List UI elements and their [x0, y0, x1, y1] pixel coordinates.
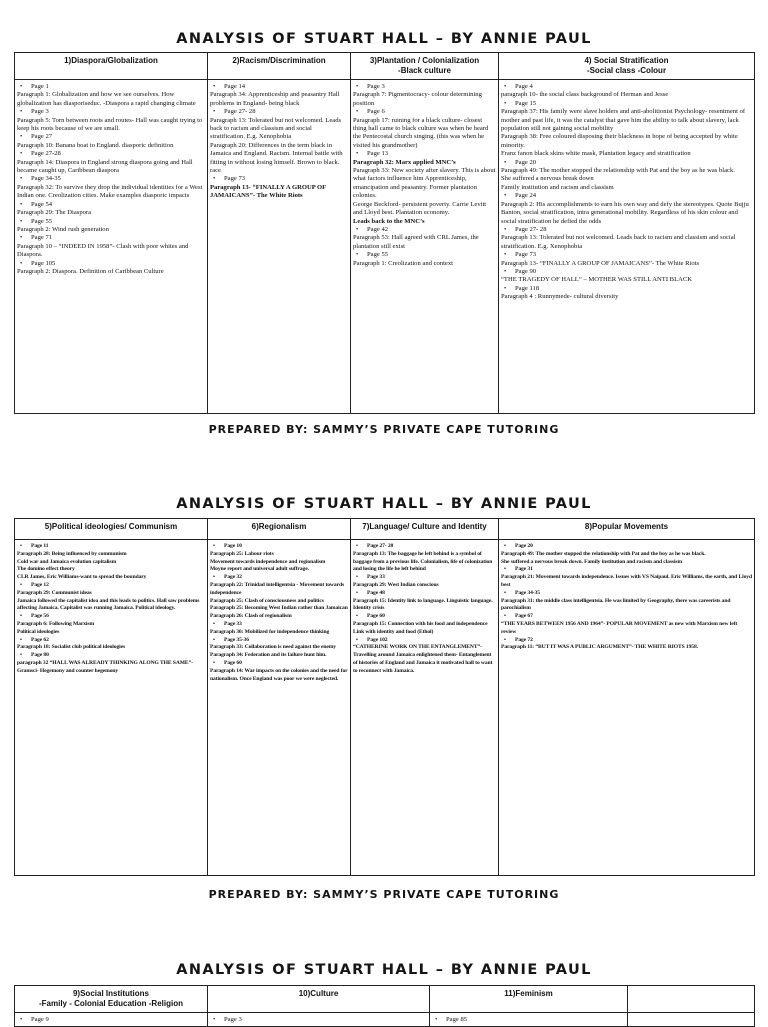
column-header-line: 4) Social Stratification [584, 56, 669, 65]
paragraph-note: Paragraph 14: Diaspora in England strong diaspora going and Hall became caught up, Caribbean diaspora [17, 158, 193, 175]
page-bullet [353, 574, 496, 582]
page-number: Page 54 [31, 200, 53, 208]
paragraph-note: The domino effect theory [17, 566, 75, 573]
cell-content [17, 540, 205, 676]
page-bullet [353, 150, 496, 158]
paragraph-note: Paragraph 13: The baggage he left behind is a symbol of baggage from a previous life. Colonialism, life of colonization and losing the life he left behind [353, 550, 493, 573]
page-bullet [17, 543, 205, 551]
paragraph-note: Paragraph 5: Torn between roots and routes- Hall was caught trying to keep his roots because of we are small. [17, 116, 203, 133]
paragraph-note: Paragraph 22: Trinidad intelligentsia - Movement towards independence [210, 581, 345, 596]
table-1 [14, 52, 755, 414]
page-number: Page 85 [446, 1016, 468, 1023]
page-bullet [501, 192, 752, 200]
column-header [15, 53, 208, 80]
paragraph-note: Moyne report and universal adult suffrage. [210, 566, 309, 573]
page-number: Page 73 [515, 251, 537, 259]
page-number: Page 60 [224, 659, 242, 666]
column-header [351, 53, 499, 80]
page-number: Page 105 [31, 259, 56, 267]
page-number: Page 73 [224, 175, 246, 183]
paragraph-note: Paragraph 30: Mobilized for independence thinking [210, 628, 330, 635]
page-bullet [17, 613, 205, 621]
paragraph-note: Paragraph 13: Tolerated but not welcomed. Leads back to racism and classism and social stratification. E.g. Xenophobia [501, 234, 736, 250]
column-cell [499, 540, 755, 876]
page-number: Page 15 [515, 99, 537, 107]
table-body-row [15, 540, 755, 876]
page-bullet [210, 175, 348, 183]
page-bullet [210, 83, 348, 91]
cell-content [630, 1013, 752, 1016]
page-bullet [210, 574, 348, 582]
page-number: Page 24 [515, 192, 537, 200]
page-number: Page 1 [31, 83, 49, 90]
paragraph-note: Paragraph 10: Banana boat to England. diasporic definition [17, 141, 174, 149]
column-cell [499, 80, 755, 414]
page-bullet [210, 1016, 427, 1024]
page-bullet [501, 226, 752, 234]
column-header [208, 53, 351, 80]
column-header-line: -Black culture [398, 66, 451, 75]
page-number: Page 102 [367, 636, 388, 643]
page-number: Page 55 [31, 217, 53, 225]
column-cell [208, 1013, 430, 1027]
cell-content [210, 1013, 427, 1024]
paragraph-note: Paragraph 25: Labour riots [210, 550, 274, 557]
page-bullet [353, 83, 496, 91]
cell-content [17, 80, 205, 276]
page-bullet [210, 621, 348, 629]
paragraph-note: Paragraph 2: Wind rush generation [17, 225, 109, 233]
paragraph-note: Paragraph 18: Socialist club political ideologies [17, 644, 126, 651]
paragraph-note: Paragraph 49: The mother stopped the relationship with Pat and the boy as he was black. [501, 550, 706, 557]
page-number: Page 90 [515, 267, 537, 275]
paragraph-note: Paragraph 31: the middle class intelligentsia. He was limited by Geography, there was careerists and parochialism [501, 597, 731, 612]
column-cell [208, 80, 351, 414]
paragraph-note: Movement towards independence and regionalism [210, 558, 326, 565]
page-bullet [501, 251, 752, 259]
paragraph-note: Franz fanon black skins white mask, Plantation legacy and stratification [501, 150, 691, 158]
column-header [208, 519, 351, 540]
page-bullet [353, 590, 496, 598]
page-bullet [17, 133, 205, 141]
page-bullet [17, 234, 205, 242]
page-number: Page 4 [515, 83, 533, 90]
paragraph-note: “CATHERINE WORK ON THE ENTANGLEMENT”- Travelling around Jamaica enlightened them- Entanglement of histories of England and Jamaica it motivated hall to want to reconnect with Jamaica. [353, 644, 493, 674]
paragraph-note: Paragraph 25: Becoming West Indian rather than Jamaican [210, 605, 348, 612]
column-cell [351, 540, 499, 876]
page-number: Page 33 [367, 574, 385, 581]
paragraph-note: She suffered a nervous break down. Family institution and racism and classism [501, 558, 683, 565]
page-number: Page 55 [367, 251, 389, 259]
paragraph-note: Paragraph 10 – “INDEED IN 1958”- Clash with poor whites and Diaspora. [17, 242, 189, 259]
page-bullet [501, 159, 752, 167]
paragraph-note: Paragraph 13- “FINALLY A GROUP OF JAMAICANS”- The White Riots [501, 259, 700, 267]
page-bullet [501, 100, 752, 108]
paragraph-note: Paragraph 37: His family were slave holders and anti-abolitionist Psychology- resentment of mother and past life, it was the catalyst that gave him the ability to talk about slavery, lack population still not gaining social mobility [501, 108, 746, 133]
paragraph-note: Paragraph 15: Identity link to language. Linguistic language. Identity crisis [353, 597, 493, 612]
paragraph-note: Paragraph 34: Federation and its failure hunt him. [210, 652, 327, 659]
paragraph-note: “THE TRAGEDY OF HALL” – MOTHER WAS STILL ANTI BLACK [501, 276, 693, 284]
page-bullet [353, 637, 496, 645]
page-number: Page 35-36 [224, 636, 249, 643]
cell-content [353, 80, 496, 268]
column-header-line: 9)Social Institutions [72, 989, 149, 998]
page-number: Page 20 [515, 543, 533, 549]
paragraph-note: Paragraph 13- “FINALLY A GROUP OF JAMAICANS”- The White Riots [210, 183, 326, 200]
page-bullet [17, 108, 205, 116]
page-number: Page 27- 28 [515, 225, 547, 233]
column-header-line: 1)Diaspora/Globalization [64, 56, 158, 65]
prepared-by-2: PREPARED BY: SAMMY’S PRIVATE CAPE TUTORING [208, 888, 560, 901]
page-bullet [501, 543, 752, 551]
paragraph-note: Leads back to the MNC’s [353, 217, 425, 225]
page-bullet [501, 285, 752, 293]
column-header [351, 519, 499, 540]
table-body-row [15, 80, 755, 414]
page-bullet [17, 218, 205, 226]
page-number: Page 67 [515, 613, 533, 620]
cell-content [17, 1013, 205, 1024]
paragraph-note: Paragraph 15: Connection with his food and independence [353, 620, 488, 627]
page-bullet [17, 150, 205, 158]
page-number: Page 14 [224, 83, 246, 90]
page-number: Page 56 [31, 613, 49, 620]
column-header [15, 519, 208, 540]
paragraph-note: Paragraph 2: His accomplishments to earn his own way and defy the stereotypes. Quote Bujju Banton, social stratification, intra generational mobility. Regardless of his skin colour and social stratification he defied the odds [501, 200, 749, 225]
column-header [628, 986, 755, 1013]
paragraph-note: Paragraph 25: Clash of consciousness and politics [210, 597, 324, 604]
column-cell [15, 80, 208, 414]
paragraph-note: Paragraph 1: Creolization and context [353, 259, 453, 267]
page-number: Page 118 [515, 284, 540, 292]
column-cell [628, 1013, 755, 1027]
page-number: Page 33 [224, 620, 242, 627]
paragraph-note: Paragraph 4 : Runnymede- cultural diversity [501, 293, 619, 301]
page-bullet [17, 637, 205, 645]
table-2 [14, 518, 755, 876]
paragraph-note: paragraph 10- the social class background of Herman and Jesse [501, 91, 669, 99]
paragraph-note: Paragraph 38: Free coloured disposing their blackness in hope of being accepted by white minority. [501, 133, 738, 149]
page-bullet [17, 652, 205, 660]
paragraph-note: Paragraph 53: Hall agreed with CRL James, the plantation still exist [353, 234, 479, 250]
paragraph-note: Paragraph 6: Following Marxism [17, 620, 95, 627]
column-cell [208, 540, 351, 876]
table-header-row [15, 519, 755, 540]
page-bullet [17, 582, 205, 590]
column-header-line: 10)Culture [298, 989, 339, 998]
page-bullet [353, 613, 496, 621]
table-3 [14, 985, 755, 1027]
page-number: Page 20 [515, 158, 537, 166]
page-bullet [210, 543, 348, 551]
page-bullet [501, 637, 752, 645]
page-number: Page 32 [224, 574, 242, 581]
page-number: Page 9 [31, 1016, 49, 1023]
page-number: Page 11 [31, 543, 49, 549]
paragraph-note: Paragraph 32: Marx applied MNC’s [353, 158, 456, 166]
page-number: Page 6 [367, 108, 385, 116]
page-number: Page 80 [31, 652, 49, 659]
page-bullet [210, 637, 348, 645]
paragraph-note: Link with identity and food (Ethol) [353, 628, 434, 635]
table-body-row [15, 1013, 755, 1027]
paragraph-note: Jamaica followed the capitalist idea and this leads to politics. Hall saw problems affecting Jamaica. Capitalist was running Jamaica. Political ideology. [17, 597, 200, 612]
column-header-line: 7)Language/ Culture and Identity [362, 522, 487, 531]
page-number: Page 48 [367, 589, 385, 596]
title-1: ANALYSIS OF STUART HALL – BY ANNIE PAUL [176, 31, 592, 47]
page-number: Page 13 [367, 150, 389, 158]
paragraph-note: Paragraph 32: To survive they drop the individual identities for a West Indian one. Creolization cities. Make examples diasporic impacts [17, 183, 203, 200]
page-number: Page 27- 28 [224, 108, 256, 116]
column-header-line: 2)Racism/Discrimination [232, 56, 326, 65]
page-bullet [17, 201, 205, 209]
paragraph-note: Paragraph 21: Movement towards independence. Issues with VS Naipaul. Eric Williams, the earth, and Lloyd best [501, 574, 752, 588]
cell-content [432, 1013, 625, 1024]
table-header-row [15, 986, 755, 1013]
paragraph-note: She suffered a nervous break down [501, 175, 594, 183]
paragraph-note: Paragraph 13: Tolerated but not welcomed. Leads back to racism and classism and social stratification. E.g. Xenophobia [210, 116, 342, 141]
column-cell [351, 80, 499, 414]
paragraph-note: “THE YEARS BETWEEN 1956 AND 1964”- POPULAR MOVEMENT as new with Marxism new left review [501, 620, 738, 635]
page-number: Page 31 [515, 566, 533, 573]
page-number: Page 34-35 [515, 589, 540, 596]
title-3: ANALYSIS OF STUART HALL – BY ANNIE PAUL [176, 962, 592, 978]
page-bullet [353, 543, 496, 551]
column-header [499, 53, 755, 80]
page-number: Page 62 [31, 636, 49, 643]
column-header-line: 11)Feminism [504, 989, 553, 998]
table-header-row [15, 53, 755, 80]
paragraph-note: paragraph 32 “HALL WAS ALREADY THINKING ALONG THE SAME”- Gramsci- Hegemony and counter hegemony [17, 659, 194, 674]
column-header-line: 3)Plantation / Colonialization [369, 56, 480, 65]
page-number: Page 60 [367, 613, 385, 620]
paragraph-note: Political ideologies [17, 628, 60, 635]
page-bullet [432, 1016, 625, 1024]
paragraph-note: Paragraph 49: The mother stopped the relationship with Pat and the boy as he was black. [501, 167, 735, 175]
column-header [499, 519, 755, 540]
page-number: Page 12 [31, 581, 49, 588]
page-number: Page 10 [224, 543, 242, 549]
column-header-line: -Family - Colonial Education -Religion [38, 999, 183, 1008]
paragraph-note: Paragraph 34: Apprenticeship and peasantry Hall problems in England- being black [210, 91, 340, 107]
paragraph-note: Paragraph 1: Globalization and how we see ourselves. How globalization has diasporiseduc. -Diaspora a rapid changing climate [17, 91, 196, 107]
page-bullet [17, 1016, 205, 1024]
page-bullet [501, 268, 752, 276]
page-bullet [501, 613, 752, 621]
page-bullet [353, 251, 496, 259]
paragraph-note: George Beckford- persistent poverty. Carrie Levitt and Lloyd best. Plantation economy. [353, 200, 487, 217]
cell-content [210, 540, 348, 683]
column-header-line: 8)Popular Movements [584, 522, 669, 531]
page-bullet [17, 175, 205, 183]
paragraph-note: Paragraph 14: War impacts on the colonies and the need for nationalism. Once England was poor we were neglected. [210, 667, 348, 682]
column-header-line: -Social class -Colour [586, 66, 667, 75]
paragraph-note: Paragraph 7: Pigmentocracy- colour determining position [353, 91, 482, 107]
column-cell [15, 540, 208, 876]
page-number: Page 72 [515, 636, 533, 643]
page-number: Page 42 [367, 225, 389, 233]
prepared-by-1: PREPARED BY: SAMMY’S PRIVATE CAPE TUTORING [208, 423, 560, 436]
column-header [15, 986, 208, 1013]
page-number: Page 34-35 [31, 175, 61, 183]
paragraph-note: Paragraph 11: “BUT IT WAS A PUBLIC ARGUMENT”- THE WHITE RIOTS 1958. [501, 644, 698, 651]
paragraph-note: Paragraph 29: The Diaspora [17, 209, 92, 217]
page-number: Page 27-28 [31, 150, 61, 158]
cell-content [501, 80, 752, 302]
paragraph-note: Paragraph 26: Clash of regionalism [210, 613, 292, 620]
column-header-line: 6)Regionalism [251, 522, 307, 531]
column-header [430, 986, 628, 1013]
column-header [208, 986, 430, 1013]
cell-content [501, 540, 752, 652]
page-number: Page 27 [31, 133, 53, 141]
page-bullet [210, 660, 348, 668]
paragraph-note: Paragraph 17: ruining for a black culture- closest thing hall came to black culture was when he heard the Pentecostal church singing. (this was when he visited his grandmother) [353, 116, 489, 149]
column-cell [430, 1013, 628, 1027]
paragraph-note: Paragraph 20: Differences in the term black in Jamaica and England. Racism. Internal battle with fitting in without losing himself. Brown to black. race [210, 141, 343, 175]
paragraph-note: Family institution and racism and classism [501, 183, 614, 191]
cell-content [353, 540, 496, 676]
paragraph-note: Paragraph 29: West Indian conscious [353, 581, 439, 588]
page-number: Page 3 [224, 1016, 242, 1023]
page-bullet [501, 566, 752, 574]
page-bullet [501, 590, 752, 598]
page-bullet [17, 260, 205, 268]
paragraph-note: Paragraph 2: Diaspora. Definition of Caribbean Culture [17, 267, 164, 275]
paragraph-note: Cold war and Jamaica evolution capitalism [17, 558, 117, 565]
column-header-line: 5)Political ideologies/ Communism [44, 522, 178, 531]
paragraph-note: CLR James, Eric Williams-want to spread the boundary [17, 574, 147, 581]
column-cell [15, 1013, 208, 1027]
paragraph-note: Paragraph 33: Collaboration is need against the enemy [210, 644, 336, 651]
page-number: Page 27- 28 [367, 543, 394, 549]
page-bullet [353, 108, 496, 116]
cell-content [210, 80, 348, 201]
paragraph-note: Paragraph 28: Being influenced by communism [17, 550, 127, 557]
page-bullet [353, 226, 496, 234]
page-bullet [501, 83, 752, 91]
paragraph-note: Paragraph 33: New society after slavery. This is about what factors influence him Apprenticeship, emancipation and peasantry. Former plantation colonies. [353, 167, 496, 200]
page-bullet [17, 83, 205, 91]
page-number: Page 3 [31, 108, 49, 116]
page-number: Page 3 [367, 83, 385, 90]
title-2: ANALYSIS OF STUART HALL – BY ANNIE PAUL [176, 496, 592, 512]
page-number: Page 71 [31, 234, 53, 242]
paragraph-note: Paragraph 29: Communist ideas [17, 589, 92, 596]
page-bullet [210, 108, 348, 116]
